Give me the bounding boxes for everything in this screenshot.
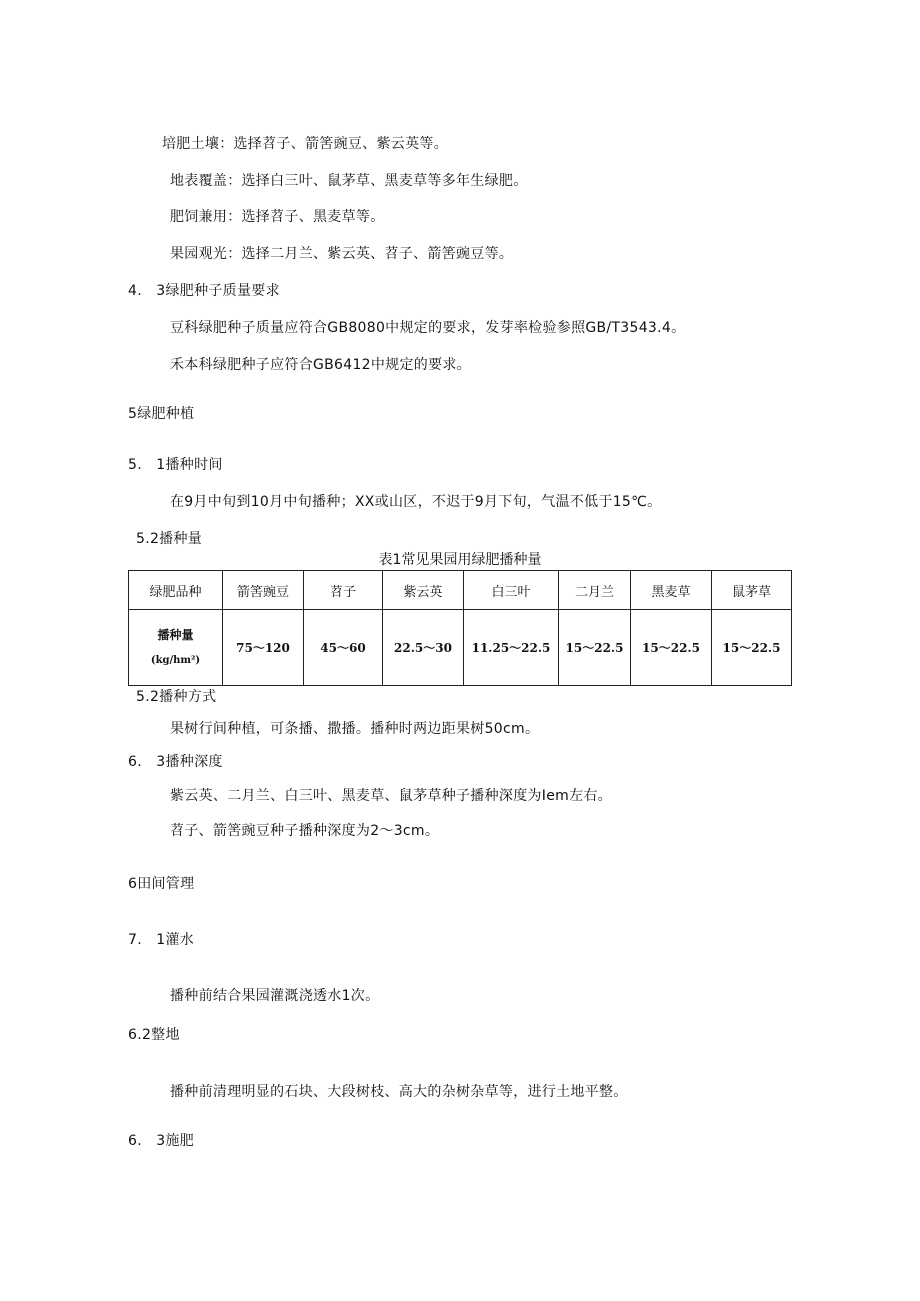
paragraph-depth-small-seeds: 紫云英、二月兰、白三叶、黑麦草、鼠茅草种子播种深度为Iem左右。 <box>170 788 612 804</box>
row-unit: (kg/hm²) <box>150 654 201 666</box>
row-label-cell <box>129 610 223 686</box>
heading-6-2: 6.2整地 <box>128 1027 180 1043</box>
table-header-row <box>129 571 792 610</box>
value-cell: 15～22.5 <box>631 610 712 686</box>
heading-5-1: 5. 1播种时间 <box>128 457 223 473</box>
header-cell: 白三叶 <box>464 571 559 610</box>
paragraph-orchard-sightseeing: 果园观光：选择二月兰、紫云英、苕子、箭筈豌豆等。 <box>170 246 514 262</box>
value-cell: 45～60 <box>304 610 383 686</box>
paragraph-ground-cover: 地表覆盖：选择白三叶、鼠茅草、黑麦草等多年生绿肥。 <box>170 173 528 189</box>
value-cell: 15～22.5 <box>559 610 631 686</box>
paragraph-land-preparation: 播种前清理明显的石块、大段树枝、高大的杂树杂草等，进行土地平整。 <box>170 1084 628 1100</box>
header-cell: 箭筈豌豆 <box>223 571 304 610</box>
heading-5: 5绿肥种植 <box>128 406 195 422</box>
paragraph-legume-seed-quality: 豆科绿肥种子质量应符合GB8080中规定的要求，发芽率检验参照GB/T3543.4。 <box>170 320 686 336</box>
header-label-cell: 绿肥品种 <box>129 571 223 610</box>
value-cell: 75～120 <box>223 610 304 686</box>
header-cell: 黑麦草 <box>631 571 712 610</box>
heading-4-3: 4. 3绿肥种子质量要求 <box>128 283 280 299</box>
header-cell: 紫云英 <box>383 571 464 610</box>
header-cell: 苕子 <box>304 571 383 610</box>
header-cell: 鼠茅草 <box>712 571 792 610</box>
value-cell: 22.5～30 <box>383 610 464 686</box>
heading-5-2-sowing-method: 5.2播种方式 <box>136 689 217 705</box>
paragraph-soil-fertility: 培肥土壤：选择苕子、箭筈豌豆、紫云英等。 <box>162 136 448 152</box>
paragraph-sowing-time: 在9月中旬到10月中旬播种；XX或山区，不迟于9月下旬，气温不低于15℃。 <box>170 494 662 510</box>
paragraph-fertilizer-feed: 肥饲兼用：选择苕子、黑麦草等。 <box>170 209 385 225</box>
heading-7-1: 7. 1灌水 <box>128 932 195 948</box>
table-value-row <box>129 610 792 686</box>
heading-6-3-depth: 6. 3播种深度 <box>128 754 223 770</box>
seeding-rate-table <box>128 570 792 686</box>
row-label: 播种量 <box>157 627 194 642</box>
paragraph-sowing-method: 果树行间种植，可条播、撒播。播种时两边距果树50cm。 <box>170 721 540 737</box>
heading-6-3-fertilization: 6. 3施肥 <box>128 1133 195 1149</box>
table-caption: 表1常见果园用绿肥播种量 <box>378 552 542 568</box>
value-cell: 11.25～22.5 <box>464 610 559 686</box>
paragraph-irrigation: 播种前结合果园灌溉浇透水1次。 <box>170 988 380 1004</box>
paragraph-grass-seed-quality: 禾本科绿肥种子应符合GB6412中规定的要求。 <box>170 357 471 373</box>
header-cell: 二月兰 <box>559 571 631 610</box>
heading-5-2: 5.2播种量 <box>136 531 203 547</box>
heading-6: 6田间管理 <box>128 876 195 892</box>
value-cell: 15～22.5 <box>712 610 792 686</box>
paragraph-depth-large-seeds: 苕子、箭筈豌豆种子播种深度为2～3cm。 <box>170 823 440 839</box>
